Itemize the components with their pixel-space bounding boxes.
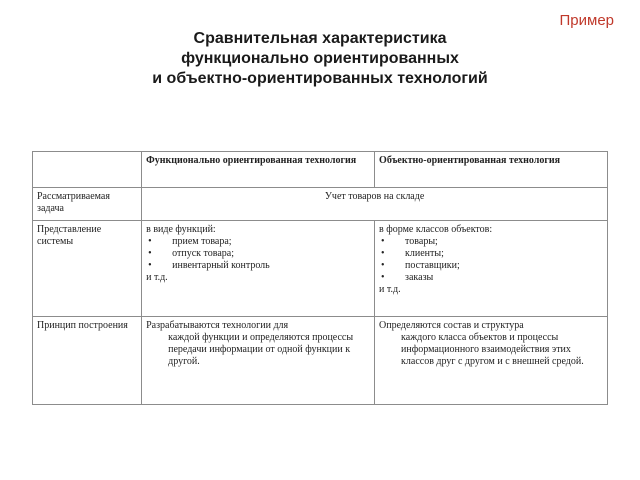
header-functional: Функционально ориентированная технология <box>142 152 375 188</box>
functional-list <box>146 236 370 272</box>
bullet-icon: • <box>381 236 385 247</box>
title-line-1: Сравнительная характеристика <box>193 30 447 47</box>
table-row-representation <box>33 221 608 317</box>
object-principle-cell <box>375 317 608 405</box>
bullet-icon: • <box>381 272 385 283</box>
bullet-icon: • <box>148 260 152 271</box>
table-row-task <box>33 188 608 221</box>
object-tail: и т.д. <box>379 284 401 295</box>
functional-principle-first: Разрабатываются технологии для <box>146 320 289 331</box>
object-principle-rest: каждого класса объектов и процессы информационного взаимодействия этих классов друг с другом и с внешней средой. <box>401 332 584 367</box>
title-line-3: и объектно-ориентированных технологий <box>152 70 488 87</box>
row-label-task: Рассматриваемая задача <box>33 188 142 221</box>
comparison-table <box>32 151 608 405</box>
slide-title <box>0 29 640 89</box>
title-line-2: функционально ориентированных <box>181 50 459 67</box>
functional-tail: и т.д. <box>146 272 168 283</box>
list-item: • поставщики; <box>381 260 460 271</box>
object-intro: в форме классов объектов: <box>379 224 493 235</box>
table-row-principle <box>33 317 608 405</box>
object-principle-first: Определяются состав и структура <box>379 320 524 331</box>
bullet-icon: • <box>381 248 385 259</box>
list-item: • инвентарный контроль <box>148 260 270 271</box>
list-item: • товары; <box>381 236 438 247</box>
list-item: • заказы <box>381 272 434 283</box>
list-item: • клиенты; <box>381 248 444 259</box>
functional-principle-rest: каждой функции и определяются процессы передачи информации от одной функции к другой. <box>168 332 354 367</box>
bullet-icon: • <box>148 248 152 259</box>
list-item: • прием товара; <box>148 236 232 247</box>
bullet-icon: • <box>148 236 152 247</box>
header-empty-cell <box>33 152 142 188</box>
bullet-icon: • <box>381 260 385 271</box>
functional-principle-cell <box>142 317 375 405</box>
table-header-row <box>33 152 608 188</box>
row-label-representation: Представление системы <box>33 221 142 317</box>
example-tag: Пример <box>559 12 614 29</box>
task-value: Учет товаров на складе <box>142 188 608 221</box>
object-list <box>379 236 603 284</box>
object-representation-cell <box>375 221 608 317</box>
functional-intro: в виде функций: <box>146 224 216 235</box>
header-object-oriented: Объектно-ориентированная технология <box>375 152 608 188</box>
list-item: • отпуск товара; <box>148 248 234 259</box>
functional-representation-cell <box>142 221 375 317</box>
row-label-principle: Принцип построения <box>33 317 142 405</box>
